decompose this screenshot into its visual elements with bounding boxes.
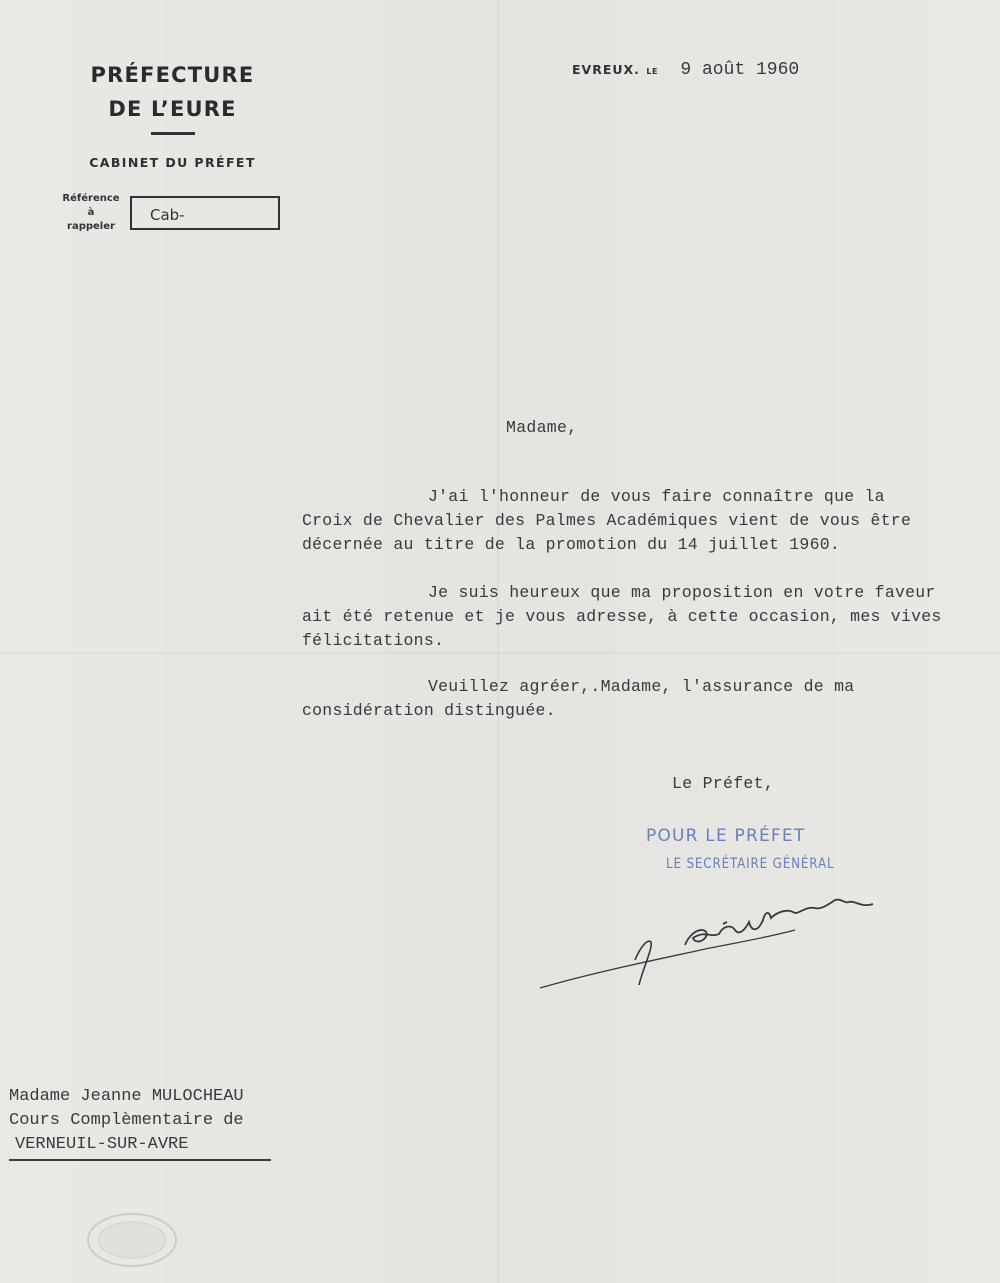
recipient-address — [9, 1085, 271, 1161]
handwritten-signature — [535, 890, 885, 1000]
paragraph-1 — [302, 485, 972, 557]
stamp-line2: LE SECRÉTAIRE GÉNÉRAL — [666, 855, 835, 872]
address-underline — [9, 1159, 271, 1161]
letterhead — [70, 58, 275, 170]
paragraph-2 — [302, 581, 972, 653]
department-label: CABINET DU PRÉFET — [89, 155, 256, 170]
paragraph-line: Veuillez agréer,.Madame, l'assurance de ma — [428, 677, 855, 696]
stamp-line1: POUR LE PRÉFET — [646, 826, 806, 846]
paragraph-line: J'ai l'honneur de vous faire connaître que la — [428, 487, 885, 506]
paragraph-line: ait été retenue et je vous adresse, à cette occasion, mes vives — [302, 607, 942, 626]
letter-body — [302, 485, 972, 723]
closing: Le Préfet, — [672, 774, 775, 793]
paragraph-line: félicitations. — [302, 631, 445, 650]
recipient-town: VERNEUIL-SUR-AVRE — [15, 1135, 189, 1154]
reference-value: Cab- — [150, 206, 185, 224]
dateline-le: LE — [646, 67, 658, 76]
reference-label-line2: à — [87, 207, 95, 218]
letterhead-line1: PRÉFECTURE — [90, 63, 255, 87]
paragraph-line: décernée au titre de la promotion du 14 juillet 1960. — [302, 535, 841, 554]
letter-date: 9 août 1960 — [680, 60, 800, 80]
letterhead-line2: DE L’EURE — [108, 97, 237, 121]
paragraph-line: considération distinguée. — [302, 701, 556, 720]
reference-box — [130, 196, 280, 230]
paragraph-line: Je suis heureux que ma proposition en votre faveur — [428, 583, 936, 602]
letterhead-divider — [151, 132, 195, 135]
salutation: Madame, — [506, 418, 578, 437]
reference-label — [58, 192, 124, 234]
reference-label-line1: Référence — [62, 193, 120, 204]
recipient-school: Cours Complèmentaire de — [9, 1111, 244, 1130]
place-name: EVREUX. — [572, 62, 640, 77]
dateline — [572, 60, 799, 80]
reference-label-line3: rappeler — [67, 221, 115, 232]
embossed-seal — [85, 1210, 180, 1270]
paragraph-line: Croix de Chevalier des Palmes Académiques vient de vous être — [302, 511, 912, 530]
paragraph-3 — [302, 675, 972, 723]
recipient-name: Madame Jeanne MULOCHEAU — [9, 1087, 244, 1106]
